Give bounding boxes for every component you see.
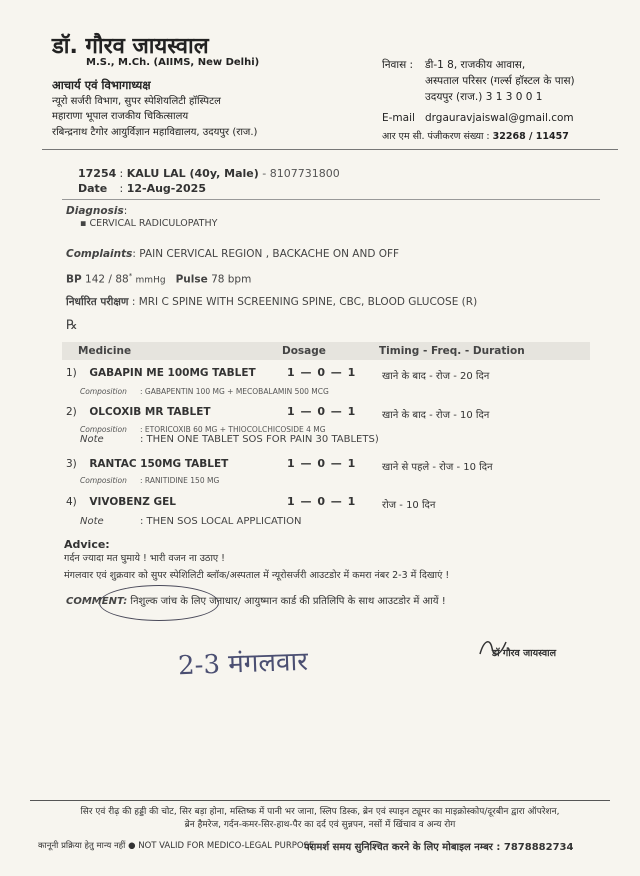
- note-label: Note: [80, 434, 104, 445]
- mobile-label: परामर्श समय सुनिश्चित करने के लिए मोबाइल नम्बर :: [304, 842, 501, 853]
- investigations-label: निर्धारित परीक्षण: [66, 296, 129, 308]
- legal-english: ● NOT VALID FOR MEDICO-LEGAL PURPOSE: [128, 841, 315, 851]
- comment-text: निशुल्क जांच के लिए जनाधार/ आयुष्मान कार्ड की प्रतिलिपि के साथ आउटडोर में आयें !: [130, 596, 446, 607]
- residence-line2: अस्पताल परिसर (गर्ल्स हॉस्टल के पास): [425, 75, 575, 87]
- signature-stamp: डॉ गौरव जायस्वाल: [492, 648, 557, 659]
- medicine-note: [80, 516, 301, 527]
- medicine-name: RANTAC 150MG TABLET: [89, 458, 229, 470]
- footer-mobile: [304, 839, 573, 853]
- designation: आचार्य एवं विभागाध्यक्ष: [52, 78, 151, 92]
- reg-label: आर एम सी. पंजीकरण संख्या :: [382, 131, 490, 142]
- composition-text: : ETORICOXIB 60 MG + THIOCOLCHICOSIDE 4 MG: [140, 425, 326, 434]
- hospital: महाराणा भूपाल राजकीय चिकित्सालय: [52, 111, 189, 122]
- reg-number: 32268 / 11457: [492, 131, 569, 142]
- medicine-name: VIVOBENZ GEL: [89, 496, 176, 508]
- pulse-value: 78 bpm: [211, 273, 252, 286]
- residence-label: निवास :: [382, 59, 414, 71]
- investigations-text: MRI C SPINE WITH SCREENING SPINE, CBC, BLOOD GLUCOSE (R): [138, 296, 478, 308]
- medicine-row-4: [66, 496, 176, 508]
- patient-info: [78, 166, 340, 196]
- header-medicine: Medicine: [78, 345, 132, 357]
- medicine-row-1: [66, 367, 256, 379]
- doctor-degrees: M.S., M.Ch. (AIIMS, New Delhi): [86, 57, 260, 68]
- vitals: BP 142 / 88* mmHg Pulse 78 bpm: [66, 272, 252, 286]
- residence-line1: डी-1 8, राजकीय आवास,: [425, 59, 526, 71]
- patient-phone: - 8107731800: [262, 167, 340, 180]
- medicine-dose: 1 — 0 — 1: [287, 366, 357, 379]
- medicine-row-3: [66, 458, 228, 470]
- footer-legal: [38, 840, 314, 851]
- medicine-timing: खाने से पहले - रोज - 10 दिन: [382, 462, 493, 473]
- composition-label: Composition: [80, 476, 127, 485]
- medicine-timing: खाने के बाद - रोज - 20 दिन: [382, 371, 490, 382]
- date-sep: :: [119, 182, 124, 195]
- medicine-composition: [80, 476, 219, 485]
- complaints-section: Complaints: PAIN CERVICAL REGION , BACKACHE ON AND OFF: [66, 248, 400, 260]
- handwritten-note: 2-3 मंगलवार: [177, 646, 309, 682]
- services-line-2: ब्रेन हैमरेज, गर्दन-कमर-सिर-हाथ-पैर का दर्द एवं सुन्नपन, नसों में खिंचाव व अन्य रोग: [184, 820, 456, 830]
- medicine-note: [80, 434, 379, 445]
- bp-label: BP: [66, 273, 82, 286]
- diagnosis-text: CERVICAL RADICULOPATHY: [89, 218, 218, 229]
- composition-label: Composition: [80, 425, 127, 434]
- complaints-text: PAIN CERVICAL REGION , BACKACHE ON AND OFF: [139, 248, 400, 260]
- composition-text: : GABAPENTIN 100 MG + MECOBALAMIN 500 MCG: [140, 387, 329, 396]
- medicine-name: GABAPIN ME 100MG TABLET: [89, 367, 256, 379]
- diagnosis-section: Diagnosis:: [66, 205, 128, 217]
- mobile-number: 7878882734: [503, 842, 574, 853]
- medicine-name: OLCOXIB MR TABLET: [89, 406, 211, 418]
- comment-label: COMMENT:: [66, 596, 128, 607]
- medicine-dose: 1 — 0 — 1: [287, 405, 357, 418]
- patient-sep: :: [119, 167, 124, 180]
- department: न्यूरो सर्जरी विभाग, सुपर स्पेशियलिटी हॉस्पिटल: [52, 95, 221, 107]
- college: रबिन्द्रनाथ टैगोर आयुर्विज्ञान महाविद्यालय, उदयपुर (राज.): [52, 126, 258, 138]
- medicine-timing: रोज - 10 दिन: [382, 500, 436, 511]
- letterhead-affiliation: [52, 78, 257, 140]
- header-dosage: Dosage: [282, 345, 326, 357]
- comment-section: [66, 593, 446, 607]
- note-text: : THEN ONE TABLET SOS FOR PAIN 30 TABLETS): [140, 434, 379, 445]
- patient-divider: [62, 199, 600, 200]
- patient-name: KALU LAL (40y, Male): [126, 167, 259, 180]
- diagnosis-item: ▪ CERVICAL RADICULOPATHY: [80, 218, 218, 229]
- medicine-num: 4): [66, 496, 77, 508]
- medicine-row-2: [66, 406, 211, 418]
- medicine-num: 2): [66, 406, 77, 418]
- diagnosis-label: Diagnosis: [66, 205, 124, 217]
- note-label: Note: [80, 516, 104, 527]
- bp-unit: mmHg: [135, 275, 166, 286]
- bp-mark: *: [128, 272, 133, 280]
- email-label: E-mail: [382, 112, 415, 124]
- medicine-dose: 1 — 0 — 1: [287, 495, 357, 508]
- residence-line3: उदयपुर (राज.) 3 1 3 0 0 1: [425, 91, 543, 103]
- rx-symbol: ℞: [66, 318, 78, 333]
- registration: [382, 129, 569, 142]
- footer-services: [40, 806, 600, 832]
- medicine-composition: [80, 387, 329, 396]
- services-line-1: सिर एवं रीढ़ की हड्डी की चोट, सिर बड़ा होना, मस्तिष्क में पानी भर जाना, स्लिप डिस्क, ब्रेन एवं स्पाइन ट्यूमर का माइक्रोस्कोप/दूरबीन द्वारा ऑपरेशन,: [80, 807, 560, 817]
- advice-label: Advice:: [64, 538, 110, 551]
- note-text: : THEN SOS LOCAL APPLICATION: [140, 516, 302, 527]
- patient-id: 17254: [78, 167, 117, 180]
- medicine-timing: खाने के बाद - रोज - 10 दिन: [382, 410, 490, 421]
- medicine-num: 1): [66, 367, 77, 379]
- header-timing: Timing - Freq. - Duration: [379, 345, 525, 357]
- email-address: drgauravjaiswal@gmail.com: [425, 112, 574, 124]
- legal-hindi: कानूनी प्रक्रिया हेतु मान्य नहीं: [38, 841, 126, 851]
- medicine-dose: 1 — 0 — 1: [287, 457, 357, 470]
- complaints-label: Complaints: [66, 248, 133, 260]
- residence-address: [425, 57, 575, 105]
- composition-text: : RANITIDINE 150 MG: [140, 476, 220, 485]
- advice-line-1: गर्दन ज्यादा मत घुमाये ! भारी वजन ना उठाए !: [64, 553, 225, 564]
- investigations-section: निर्धारित परीक्षण : MRI C SPINE WITH SCREENING SPINE, CBC, BLOOD GLUCOSE (R): [66, 296, 478, 308]
- bp-systolic: 142: [85, 273, 106, 286]
- medicine-composition: [80, 425, 326, 434]
- header-divider: [42, 149, 618, 150]
- pulse-label: Pulse: [175, 273, 208, 286]
- footer-divider: [30, 800, 610, 801]
- composition-label: Composition: [80, 387, 127, 396]
- doctor-name: डॉ. गौरव जायस्वाल: [52, 34, 209, 59]
- advice-line-2: मंगलवार एवं शुक्रवार को सुपर स्पेशिलिटी ब्लॉक/अस्पताल में न्यूरोसर्जरी आउटडोर में कमरा नंबर 2-3 में दिखाएं !: [64, 570, 450, 581]
- visit-date: 12-Aug-2025: [126, 182, 206, 195]
- medicine-table-header: [62, 342, 590, 360]
- medicine-num: 3): [66, 458, 77, 470]
- date-label: Date: [78, 182, 108, 195]
- bp-diastolic: 88: [115, 273, 129, 286]
